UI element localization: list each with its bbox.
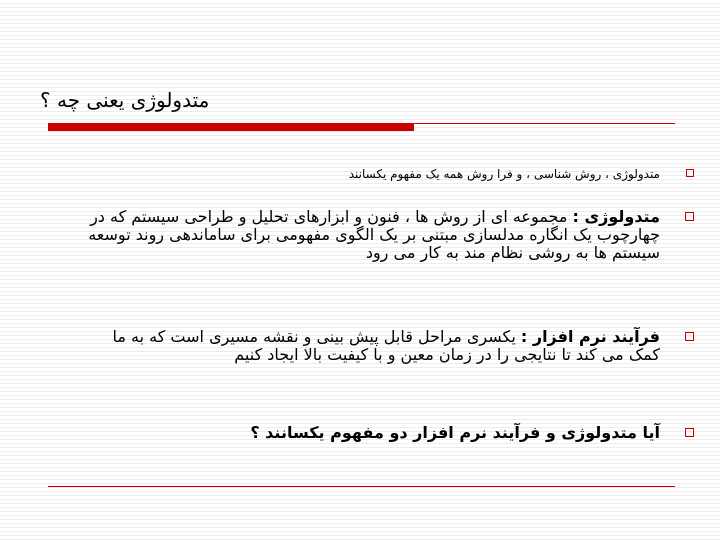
bullet-item [86,328,694,364]
bullet-item [86,424,694,442]
bullet-text-container [86,424,660,442]
bullet-term: فرآیند نرم افزار : [520,327,660,346]
square-bullet-icon [685,212,694,221]
square-bullet-icon [685,428,694,437]
bullet-item [86,166,694,182]
bullet-text: مجموعه ای از روش ها ، فنون و ابزارهای تحلیل و طراحی سیستم که در چهارچوب یک انگاره مدلسازی مبتنی بر یک الگوی مفهومی برای ساماندهی روند توسعه سیستم ها به روشی نظام مند به کار می رود [88,207,660,262]
footer-rule [48,486,675,487]
bullet-item [86,208,694,262]
square-bullet-icon [686,169,694,177]
slide-title: متدولوژی یعنی چه ؟ [40,88,210,112]
title-rule-thick [48,124,414,131]
bullet-term: متدولوژی : [572,207,660,226]
bullet-text: متدولوژی ، روش شناسی ، و فرا روش همه یک مفهوم یکسانند [348,167,660,181]
bullet-text: یکسری مراحل قابل پیش بینی و نقشه مسیری است که به ما کمک می کند تا نتایجی را در زمان معین و با کیفیت بالا ایجاد کنیم [112,327,660,364]
bullet-text-container [86,328,660,364]
bullet-question: آیا متدولوژی و فرآیند نرم افزار دو مفهوم یکسانند ؟ [250,423,660,442]
square-bullet-icon [685,332,694,341]
bullet-text-container [86,208,660,262]
